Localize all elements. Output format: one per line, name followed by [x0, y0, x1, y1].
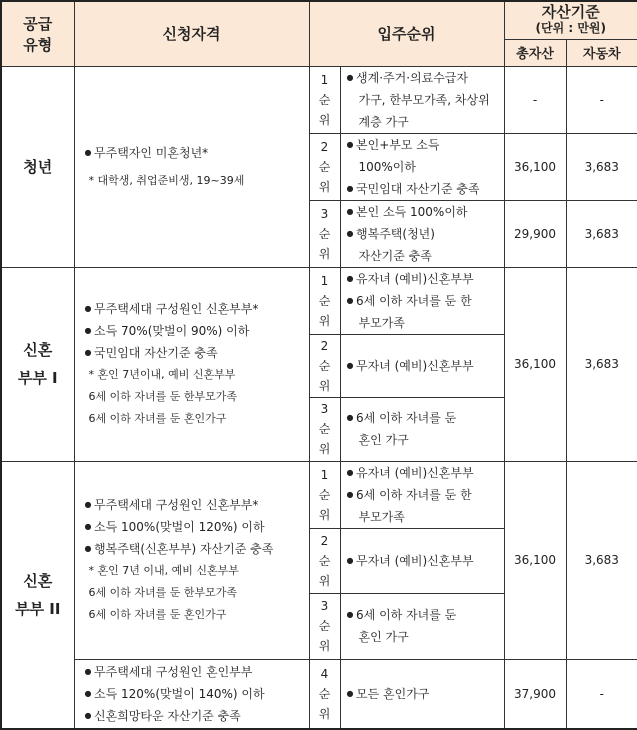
- qualification-line: ● 국민임대 자산기준 충족: [85, 342, 309, 364]
- header-type: 공급 유형: [1, 1, 74, 66]
- priority-rank: [309, 334, 340, 397]
- rank-char: 2: [320, 139, 329, 154]
- description-line: ● 본인+부모 소득: [347, 134, 504, 156]
- rank-char: 위: [318, 378, 331, 393]
- rank-char: 3: [320, 206, 329, 221]
- supply-type-line: 신혼: [23, 571, 53, 590]
- car-value: -: [566, 66, 637, 133]
- header-total-asset: 총자산: [504, 39, 566, 66]
- car-value: 3,683: [566, 461, 637, 659]
- qualification-line: ● 소득 70%(맞벌이 90%) 이하: [85, 320, 309, 342]
- priority-rank: [309, 528, 340, 593]
- qualification-line: ● 무주택세대 구성원인 신혼부부*: [85, 494, 309, 516]
- total-asset: -: [504, 66, 566, 133]
- description-line: ● 행복주택(청년): [347, 223, 504, 245]
- priority-description: [340, 461, 504, 528]
- description-line: ● 유자녀 (예비)신혼부부: [347, 462, 504, 484]
- description-line: ● 유자녀 (예비)신혼부부: [347, 268, 504, 290]
- rank-char: 2: [320, 533, 329, 548]
- rank-char: 순: [318, 293, 331, 308]
- priority-rank: [309, 200, 340, 267]
- priority-rank: [309, 659, 340, 729]
- priority-rank: [309, 267, 340, 334]
- description-line: ● 6세 이하 자녀를 둔: [347, 604, 504, 626]
- supply-type-line: 신혼: [23, 341, 53, 359]
- rank-char: 위: [318, 639, 331, 653]
- rank-char: 순: [318, 358, 331, 373]
- total-asset: 36,100: [504, 133, 566, 200]
- priority-description: [340, 133, 504, 200]
- rank-char: 순: [318, 619, 331, 633]
- qualification: [74, 66, 309, 267]
- qualification-line: ● 소득 100%(맞벌이 120%) 이하: [85, 516, 309, 538]
- description-line: 자산기준 충족: [358, 248, 432, 263]
- car-value: 3,683: [566, 267, 637, 461]
- rank-char: 위: [318, 706, 331, 721]
- rank-char: 3: [320, 599, 329, 613]
- supply-type: [1, 461, 74, 729]
- total-asset: 36,100: [504, 267, 566, 461]
- description-line: ● 국민임대 자산기준 충족: [347, 178, 504, 200]
- supply-type-line: 부부 II: [15, 599, 61, 618]
- supply-type-line: 청년: [23, 157, 53, 176]
- description-line: 100%이하: [358, 159, 416, 174]
- description-line: ● 모든 혼인가구: [347, 683, 504, 705]
- qualification-line: 6세 이하 자녀를 둔 한부모가족: [88, 586, 237, 599]
- description-line: 가구, 한부모가족, 차상위: [358, 92, 490, 107]
- rank-char: 위: [318, 246, 331, 261]
- priority-description: [340, 593, 504, 659]
- priority-description: [340, 66, 504, 133]
- priority-description: [340, 528, 504, 593]
- car-value: -: [566, 659, 637, 729]
- priority-description: [340, 267, 504, 334]
- total-asset: 29,900: [504, 200, 566, 267]
- rank-char: 순: [318, 226, 331, 241]
- qualification-line: 6세 이하 자녀를 둔 혼인가구: [88, 608, 227, 621]
- priority-description: [340, 397, 504, 461]
- description-line: 혼인 가구: [358, 433, 409, 447]
- rank-char: 1: [320, 467, 329, 482]
- qualification-line: * 혼인 7년이내, 예비 신혼부부: [88, 368, 236, 381]
- qualification-line: ● 신혼희망타운 자산기준 충족: [85, 705, 309, 727]
- description-line: ● 본인 소득 100%이하: [347, 201, 504, 223]
- qualification-line: 6세 이하 자녀를 둔 한부모가족: [88, 390, 237, 403]
- description-line: ● 6세 이하 자녀를 둔 한: [347, 484, 504, 506]
- table-row: [1, 66, 637, 133]
- rank-char: 순: [318, 92, 331, 107]
- rank-char: 위: [318, 112, 331, 127]
- car-value: 3,683: [566, 200, 637, 267]
- rank-char: 위: [318, 573, 331, 588]
- rank-char: 순: [318, 159, 331, 174]
- priority-rank: [309, 66, 340, 133]
- rank-char: 순: [318, 487, 331, 502]
- qualification-line: ● 무주택자인 미혼청년*: [85, 142, 309, 164]
- qualification-line: ● 소득 120%(맞벌이 140%) 이하: [85, 683, 309, 705]
- priority-rank: [309, 461, 340, 528]
- description-line: ● 무자녀 (예비)신혼부부: [347, 550, 504, 572]
- total-asset: 36,100: [504, 461, 566, 659]
- qualification-line: * 혼인 7년 이내, 예비 신혼부부: [88, 564, 239, 577]
- rank-char: 위: [318, 442, 331, 456]
- description-line: ● 6세 이하 자녀를 둔: [347, 407, 504, 429]
- description-line: ● 생계·주거·의료수급자: [347, 67, 504, 89]
- header-priority: 입주순위: [309, 1, 504, 66]
- priority-rank: [309, 397, 340, 461]
- qualification-line: * 대학생, 취업준비생, 19~39세: [88, 173, 245, 187]
- description-line: ● 6세 이하 자녀를 둔 한: [347, 290, 504, 312]
- qualification: [74, 461, 309, 659]
- priority-description: [340, 334, 504, 397]
- table-row: [1, 659, 637, 729]
- qualification-line: ● 무주택세대 구성원인 혼인부부: [85, 661, 309, 683]
- qualification-line: ● 행복주택(신혼부부) 자산기준 충족: [85, 538, 309, 560]
- rank-char: 3: [320, 402, 329, 416]
- qualification-line: 6세 이하 자녀를 둔 혼인가구: [88, 412, 227, 425]
- qualification: [74, 267, 309, 461]
- header-car: 자동차: [566, 39, 637, 66]
- description-line: 계층 가구: [358, 114, 409, 129]
- rank-char: 순: [318, 686, 331, 701]
- rank-char: 순: [318, 422, 331, 436]
- rank-char: 순: [318, 553, 331, 568]
- rank-char: 1: [320, 72, 329, 87]
- car-value: 3,683: [566, 133, 637, 200]
- supply-type-line: 부부 I: [17, 369, 58, 387]
- header-qualification: 신청자격: [74, 1, 309, 66]
- description-line: 혼인 가구: [358, 630, 409, 644]
- header-asset: 자산기준 (단위 : 만원): [504, 1, 637, 39]
- description-line: 부모가족: [358, 509, 405, 524]
- priority-description: [340, 659, 504, 729]
- qualification: [74, 659, 309, 729]
- supply-type: [1, 66, 74, 267]
- priority-description: [340, 200, 504, 267]
- total-asset: 37,900: [504, 659, 566, 729]
- rank-char: 2: [320, 338, 329, 353]
- rank-char: 4: [320, 666, 329, 681]
- priority-rank: [309, 593, 340, 659]
- priority-rank: [309, 133, 340, 200]
- supply-type: [1, 267, 74, 461]
- table-row: [1, 461, 637, 528]
- qualification-line: ● 무주택세대 구성원인 신혼부부*: [85, 298, 309, 320]
- table-row: [1, 267, 637, 334]
- rank-char: 위: [318, 507, 331, 522]
- rank-char: 1: [320, 273, 329, 288]
- rank-char: 위: [318, 179, 331, 194]
- rank-char: 위: [318, 313, 331, 328]
- description-line: ● 무자녀 (예비)신혼부부: [347, 355, 504, 377]
- description-line: 부모가족: [358, 315, 405, 330]
